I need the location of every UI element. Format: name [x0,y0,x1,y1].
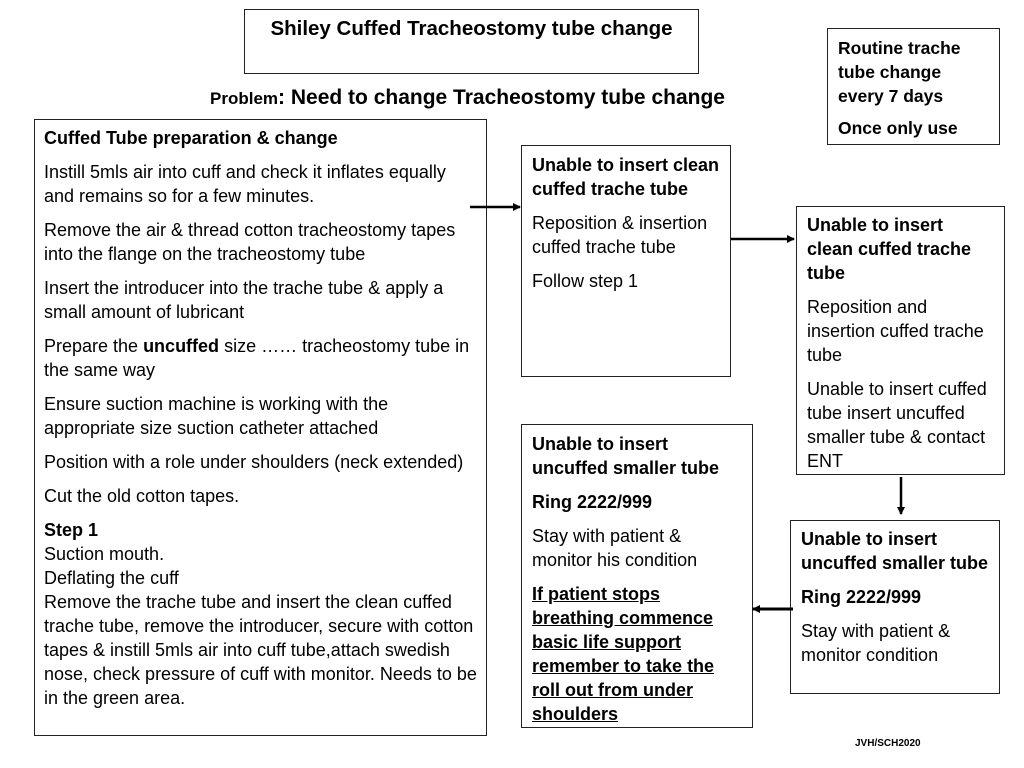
emergency-stay: Stay with patient & monitor his condition [532,526,698,570]
second-attempt-heading: Unable to insert clean cuffed trache tube [807,215,972,283]
uncuffed-fail-box [790,520,1000,694]
preparation-box [34,119,487,736]
prep-uncuffed-post: size …… tracheostomy tube in the same way [44,336,470,380]
first-attempt-follow: Follow step 1 [532,271,639,291]
uncuffed-fail-heading: Unable to insert uncuffed smaller tube [801,529,989,573]
problem-label: Problem [210,89,279,108]
step-1-suction: Suction mouth. [44,544,165,564]
uncuffed-fail-stay: Stay with patient & monitor condition [801,621,951,665]
emergency-warning: If patient stops breathing commence basic life support remember to take the roll out from under shoulders [532,584,715,724]
prep-uncuffed-pre: Prepare the [44,336,144,356]
emergency-heading: Unable to insert uncuffed smaller tube [532,434,720,478]
prep-step-inflate: Instill 5mls air into cuff and check it inflates equally and remains so for a few minutes. [44,162,446,206]
problem-statement [210,86,725,110]
first-attempt-box [521,145,731,377]
routine-frequency: Routine trache tube change every 7 days [838,38,961,106]
footer-code: JVH/SCH2020 [855,738,921,749]
prep-step-tapes: Remove the air & thread cotton tracheostomy tapes into the flange on the tracheostomy tube [44,220,456,264]
emergency-box [521,424,753,728]
second-attempt-box [796,206,1005,475]
prep-step-uncuffed [44,334,477,382]
second-attempt-uncuffed: Unable to insert cuffed tube insert uncuffed smaller tube & contact ENT [807,379,987,471]
emergency-ring: Ring 2222/999 [532,492,653,512]
title-box [244,9,699,74]
preparation-heading: Cuffed Tube preparation & change [44,128,338,148]
first-attempt-heading: Unable to insert clean cuffed trache tube [532,155,720,199]
second-attempt-reposition: Reposition and insertion cuffed trache tube [807,297,984,365]
routine-once-only: Once only use [838,118,958,138]
routine-box [827,28,1000,145]
prep-step-introducer: Insert the introducer into the trache tube & apply a small amount of lubricant [44,278,444,322]
page-title: Shiley Cuffed Tracheostomy tube change [270,17,673,40]
prep-uncuffed-bold: uncuffed [143,336,220,356]
step-1-heading: Step 1 [44,520,99,540]
prep-step-suction: Ensure suction machine is working with the appropriate size suction catheter attached [44,394,389,438]
step-1 [44,518,477,710]
uncuffed-fail-ring: Ring 2222/999 [801,587,922,607]
prep-step-cut-tapes: Cut the old cotton tapes. [44,486,240,506]
prep-step-position: Position with a role under shoulders (neck extended) [44,452,464,472]
problem-text: : Need to change Tracheostomy tube change [278,86,725,109]
step-1-replace: Remove the trache tube and insert the clean cuffed trache tube, remove the introducer, secure with cotton tapes & instill 5mls air into cuff tube,attach swedish nose, check pressure of cuff with monitor. Needs to be in the green area. [44,592,477,708]
first-attempt-reposition: Reposition & insertion cuffed trache tube [532,213,708,257]
step-1-deflate: Deflating the cuff [44,568,179,588]
